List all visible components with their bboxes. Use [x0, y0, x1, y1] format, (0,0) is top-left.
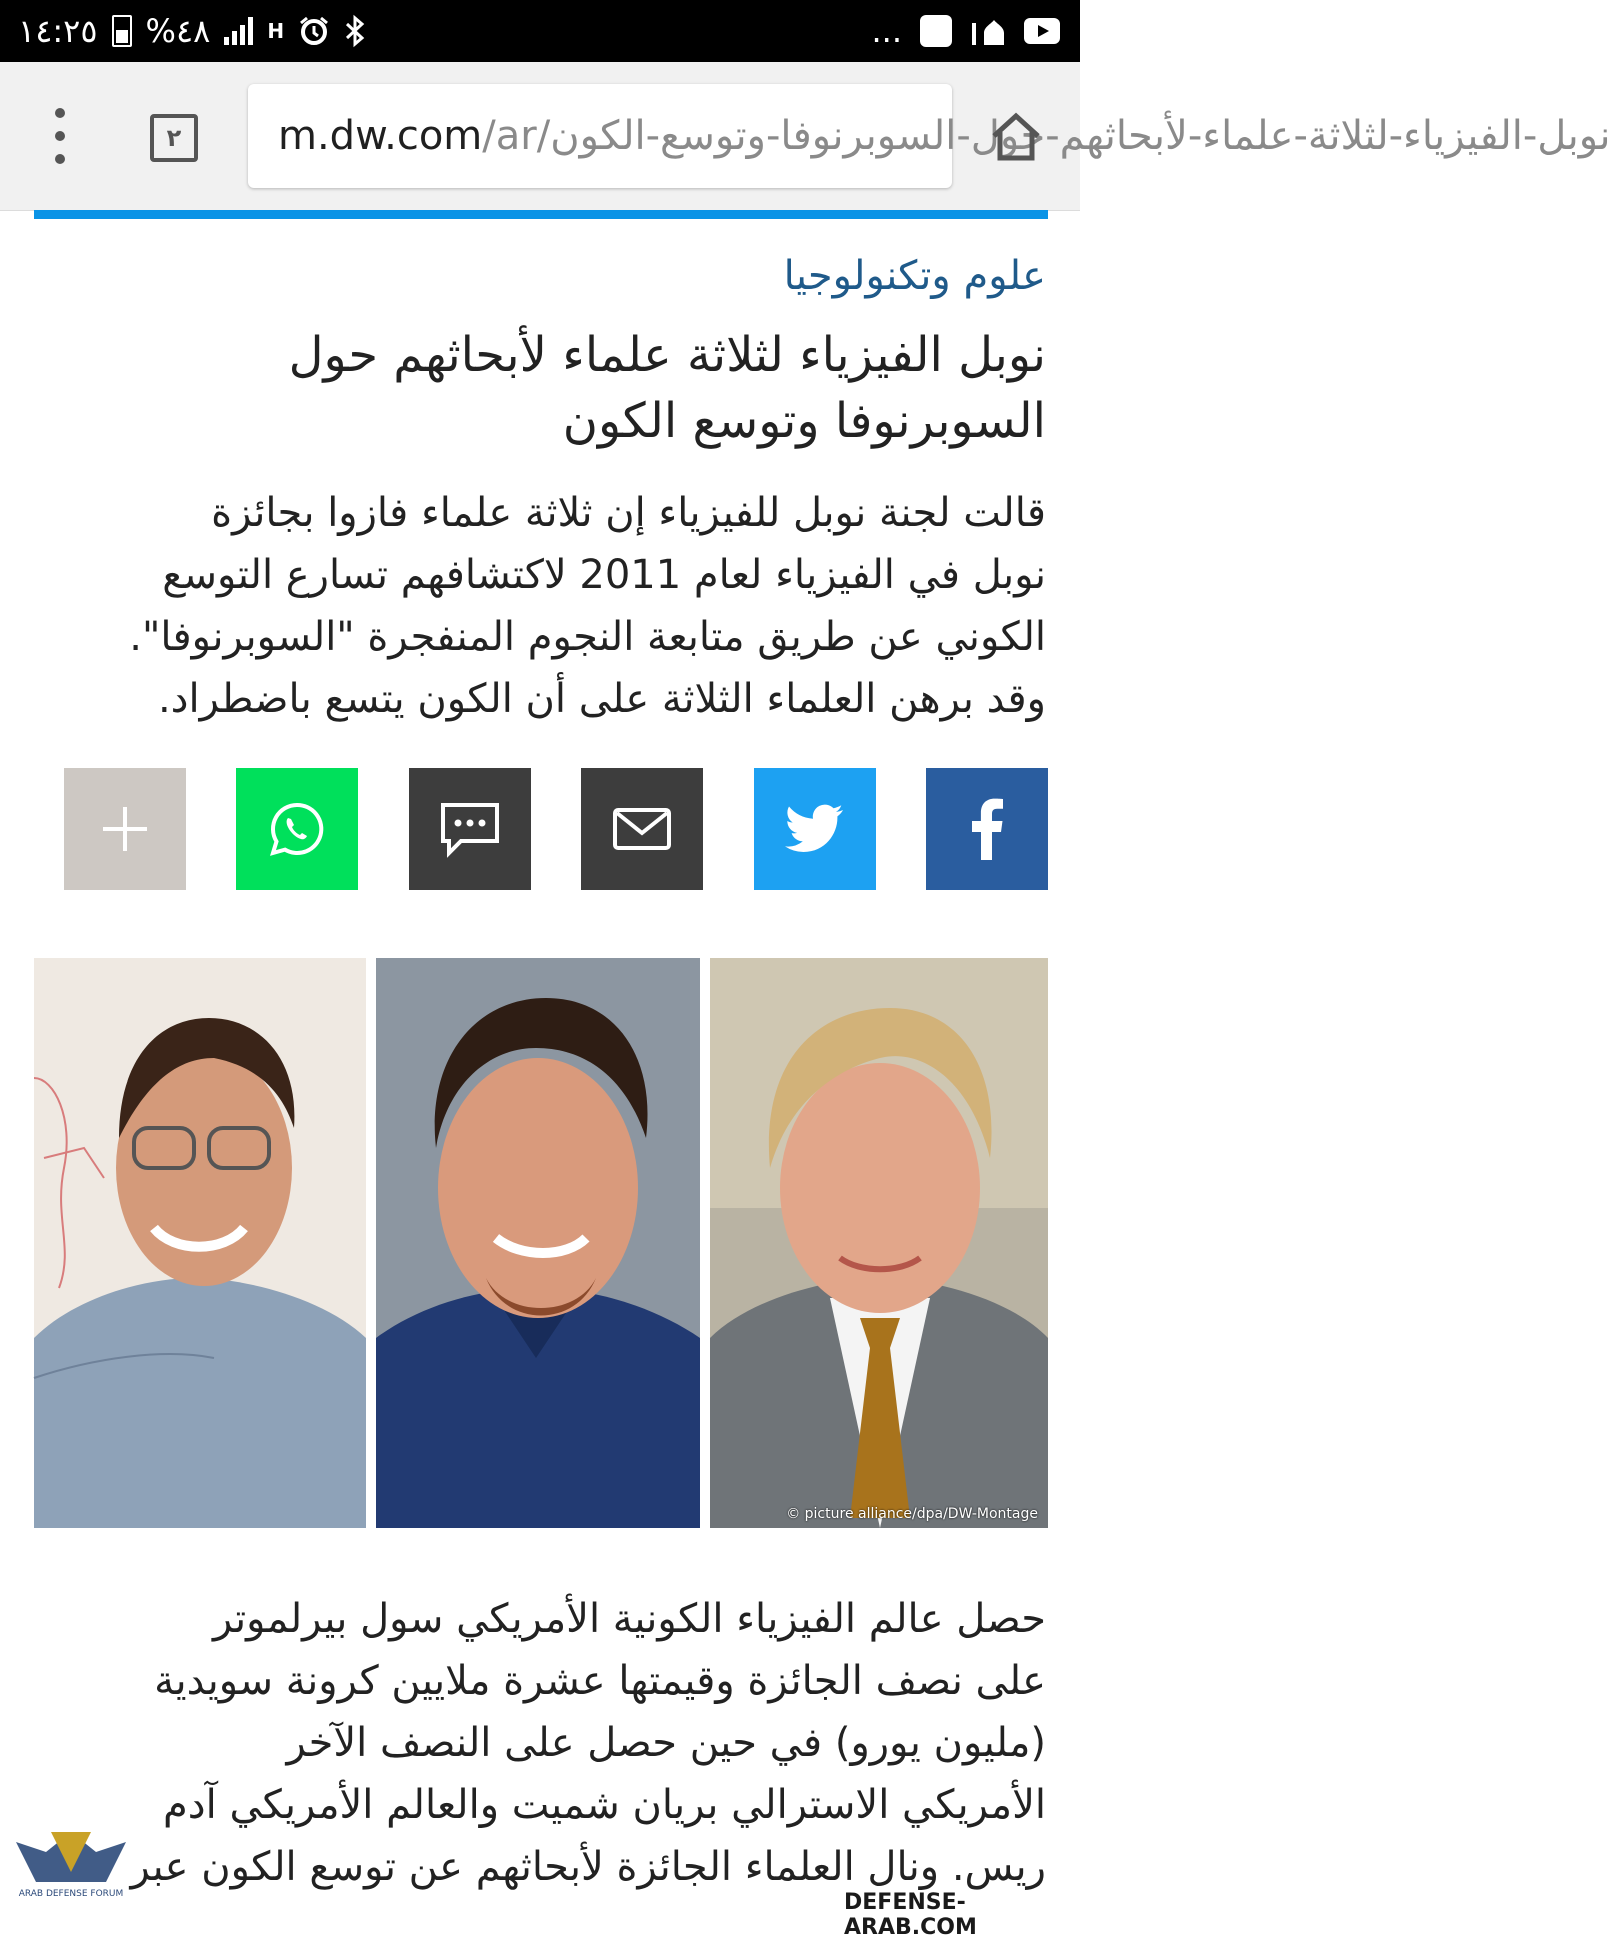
status-bar [0, 0, 1080, 62]
category-link[interactable]: علوم وتكنولوجيا [783, 253, 1046, 299]
body-line: ريس. ونال العلماء الجائزة لأبحاثهم عن توسع الكون عبر [130, 1844, 1046, 1890]
body-line: (مليون يورو) في حين حصل على النصف الآخر [286, 1720, 1046, 1766]
bluetooth-icon [344, 15, 366, 47]
body-line: حصل عالم الفيزياء الكونية الأمريكي سول بيرلموتر [212, 1596, 1046, 1642]
forum-logo-text: ARAB DEFENSE FORUM [18, 1889, 124, 1899]
article-title [32, 322, 1046, 454]
title-line: نوبل الفيزياء لثلاثة علماء لأبحاثهم حول [288, 327, 1046, 383]
article-body [32, 1588, 1046, 1898]
more-share-button[interactable] [64, 768, 186, 890]
photo-person-center [376, 958, 700, 1528]
battery-icon [112, 15, 132, 47]
whatsapp-share-button[interactable] [236, 768, 358, 890]
whatsapp-icon [267, 799, 327, 859]
title-line: السوبرنوفا وتوسع الكون [562, 393, 1046, 449]
mosque-icon [970, 15, 1006, 47]
forum-logo [6, 1812, 136, 1916]
clock: ١٤:٢٥ [18, 12, 98, 50]
network-type: H [267, 19, 285, 43]
twitter-icon [785, 804, 845, 854]
url-path: /ar/نوبل-الفيزياء-لثلاثة-علماء-لأبحاثهم-حول-السوبرنوفا-وتوسع-الكون [482, 113, 1611, 159]
sms-share-button[interactable] [409, 768, 531, 890]
sms-icon [439, 801, 501, 857]
tab-switcher-button[interactable]: ٢ [150, 114, 198, 162]
app-notification-icon [920, 15, 952, 47]
photo-person-left [34, 958, 366, 1528]
facebook-share-button[interactable] [926, 768, 1048, 890]
intro-line: قالت لجنة نوبل للفيزياء إن ثلاثة علماء فازوا بجائزة [211, 490, 1046, 536]
facebook-icon [969, 798, 1005, 860]
plus-icon [99, 803, 151, 855]
address-bar[interactable] [248, 84, 1611, 188]
menu-icon[interactable] [44, 108, 76, 164]
more-notifications: ... [871, 12, 902, 50]
photo-person-right [710, 958, 1048, 1528]
photo-divider [366, 958, 376, 1528]
share-bar [64, 768, 1048, 890]
alarm-icon [298, 15, 330, 47]
article-photo[interactable] [34, 958, 1048, 1528]
watermark-site: DEFENSE-ARAB.COM [840, 1890, 1080, 1940]
twitter-share-button[interactable] [754, 768, 876, 890]
intro-line: نوبل في الفيزياء لعام 2011 لاكتشافهم تسارع التوسع [162, 552, 1046, 598]
youtube-icon [1024, 18, 1060, 44]
browser-toolbar [0, 62, 1611, 211]
email-icon [612, 807, 672, 851]
home-icon[interactable] [990, 112, 1042, 162]
url-text [278, 110, 1611, 162]
photo-divider [700, 958, 710, 1528]
photo-credit: © picture alliance/dpa/DW-Montage [786, 1506, 1038, 1522]
url-host: m.dw.com [278, 113, 483, 159]
intro-line: وقد برهن العلماء الثلاثة على أن الكون يتسع باضطراد. [157, 676, 1046, 722]
email-share-button[interactable] [581, 768, 703, 890]
intro-line: الكوني عن طريق متابعة النجوم المنفجرة "السوبرنوفا". [129, 614, 1046, 660]
accent-divider [34, 210, 1048, 219]
body-line: على نصف الجائزة وقيمتها عشرة ملايين كرونة سويدية [154, 1658, 1046, 1704]
status-right [871, 8, 1060, 54]
status-left [18, 8, 366, 54]
article-intro [32, 482, 1046, 730]
body-line: الأمريكي الاسترالي بريان شميت والعالم الأمريكي آدم [163, 1782, 1046, 1828]
battery-level: %٤٨ [145, 12, 211, 50]
signal-icon [224, 17, 253, 45]
